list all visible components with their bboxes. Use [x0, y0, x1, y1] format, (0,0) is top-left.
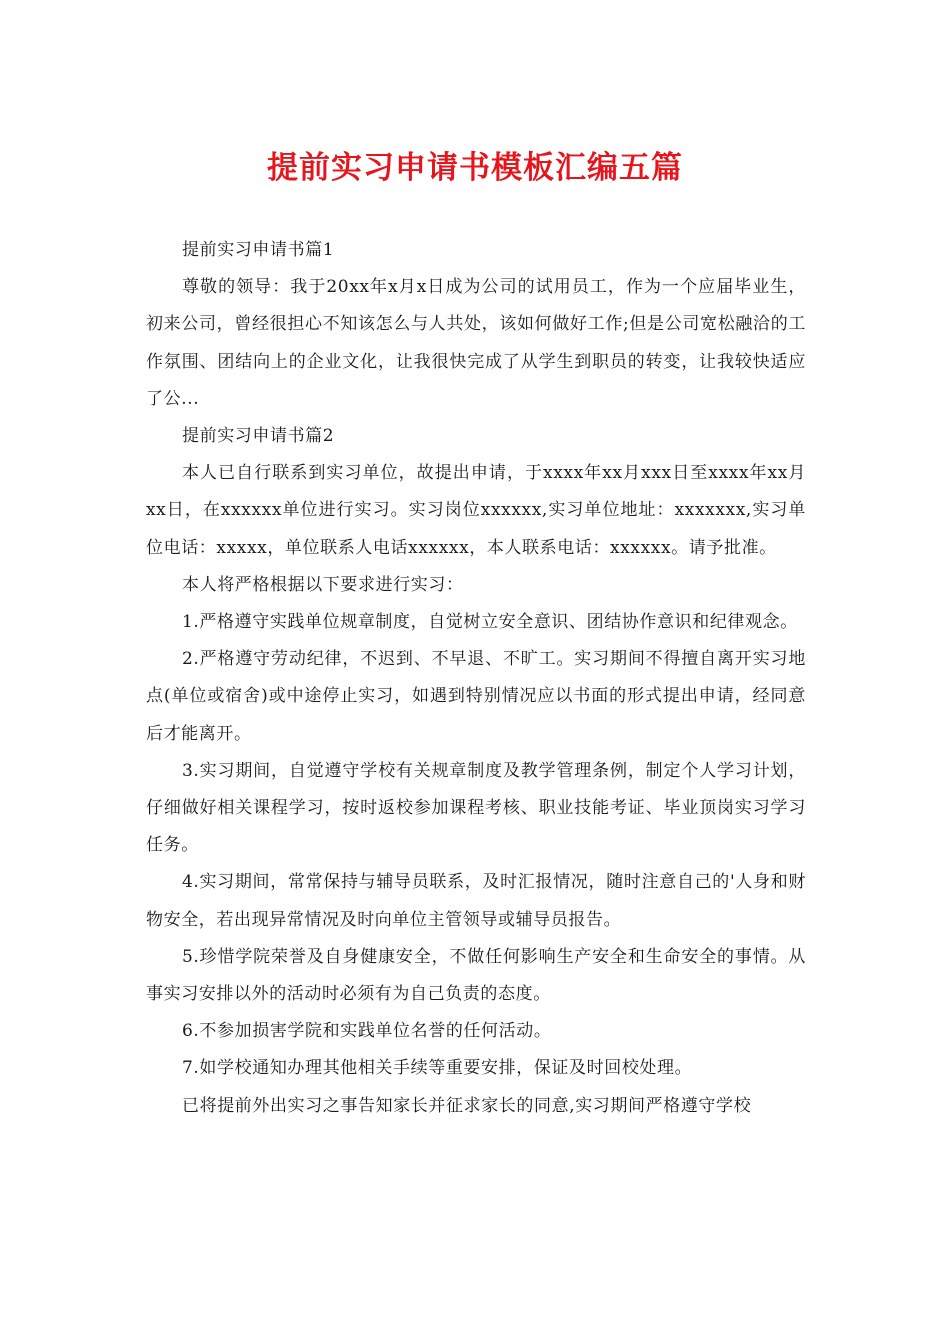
list-item-6: 6.不参加损害学院和实践单位名誉的任何活动。 [182, 1021, 552, 1042]
paragraph-requirements-intro: 本人将严格根据以下要求进行实习： [182, 574, 464, 595]
paragraph-closing: 已将提前外出实习之事告知家长并征求家长的同意,实习期间严格遵守学校 [182, 1095, 752, 1116]
list-item-2: 2.严格遵守劳动纪律，不迟到、不早退、不旷工。实习期间不得擅自离开实习地点(单位或宿舍)或中途停止实习，如遇到特别情况应以书面的形式提出申请，经同意后才能离开。 [146, 649, 806, 744]
section-heading-2: 提前实习申请书篇2 [182, 426, 335, 447]
list-item-1: 1.严格遵守实践单位规章制度，自觉树立安全意识、团结协作意识和纪律观念。 [182, 612, 798, 633]
list-item-3: 3.实习期间，自觉遵守学校有关规章制度及教学管理条例，制定个人学习计划，仔细做好相关课程学习，按时返校参加课程考核、职业技能考证、毕业顶岗实习学习任务。 [146, 760, 806, 856]
list-item-4: 4.实习期间，常常保持与辅导员联系，及时汇报情况，随时注意自己的'人身和财物安全，若出现异常情况及时向单位主管领导或辅导员报告。 [146, 872, 806, 930]
list-item-5: 5.珍惜学院荣誉及自身健康安全，不做任何影响生产安全和生命安全的事情。从事实习安排以外的活动时必须有为自己负责的态度。 [146, 946, 806, 1005]
paragraph-application: 本人已自行联系到实习单位，故提出申请，于xxxx年xx月xxx日至xxxx年xx月xx日，在xxxxxx单位进行实习。实习岗位xxxxxx,实习单位地址：xxxxxxx,实习单位电话：xxxxx，单位联系人电话xxxxxx，本人联系电话：xxxxxx。请予批准。 [146, 463, 806, 558]
list-item-7: 7.如学校通知办理其他相关手续等重要安排，保证及时回校处理。 [182, 1058, 693, 1079]
document-body [146, 232, 806, 1125]
section-heading-1: 提前实习申请书篇1 [182, 240, 335, 260]
document-title: 提前实习申请书模板汇编五篇 [267, 150, 683, 186]
paragraph-greeting: 尊敬的领导：我于20xx年x月x日成为公司的试用员工，作为一个应届毕业生，初来公司，曾经很担心不知该怎么与人共处，该如何做好工作;但是公司宽松融洽的工作氛围、团结向上的企业文化，让我很快完成了从学生到职员的转变，让我较快适应了公... [146, 277, 806, 409]
